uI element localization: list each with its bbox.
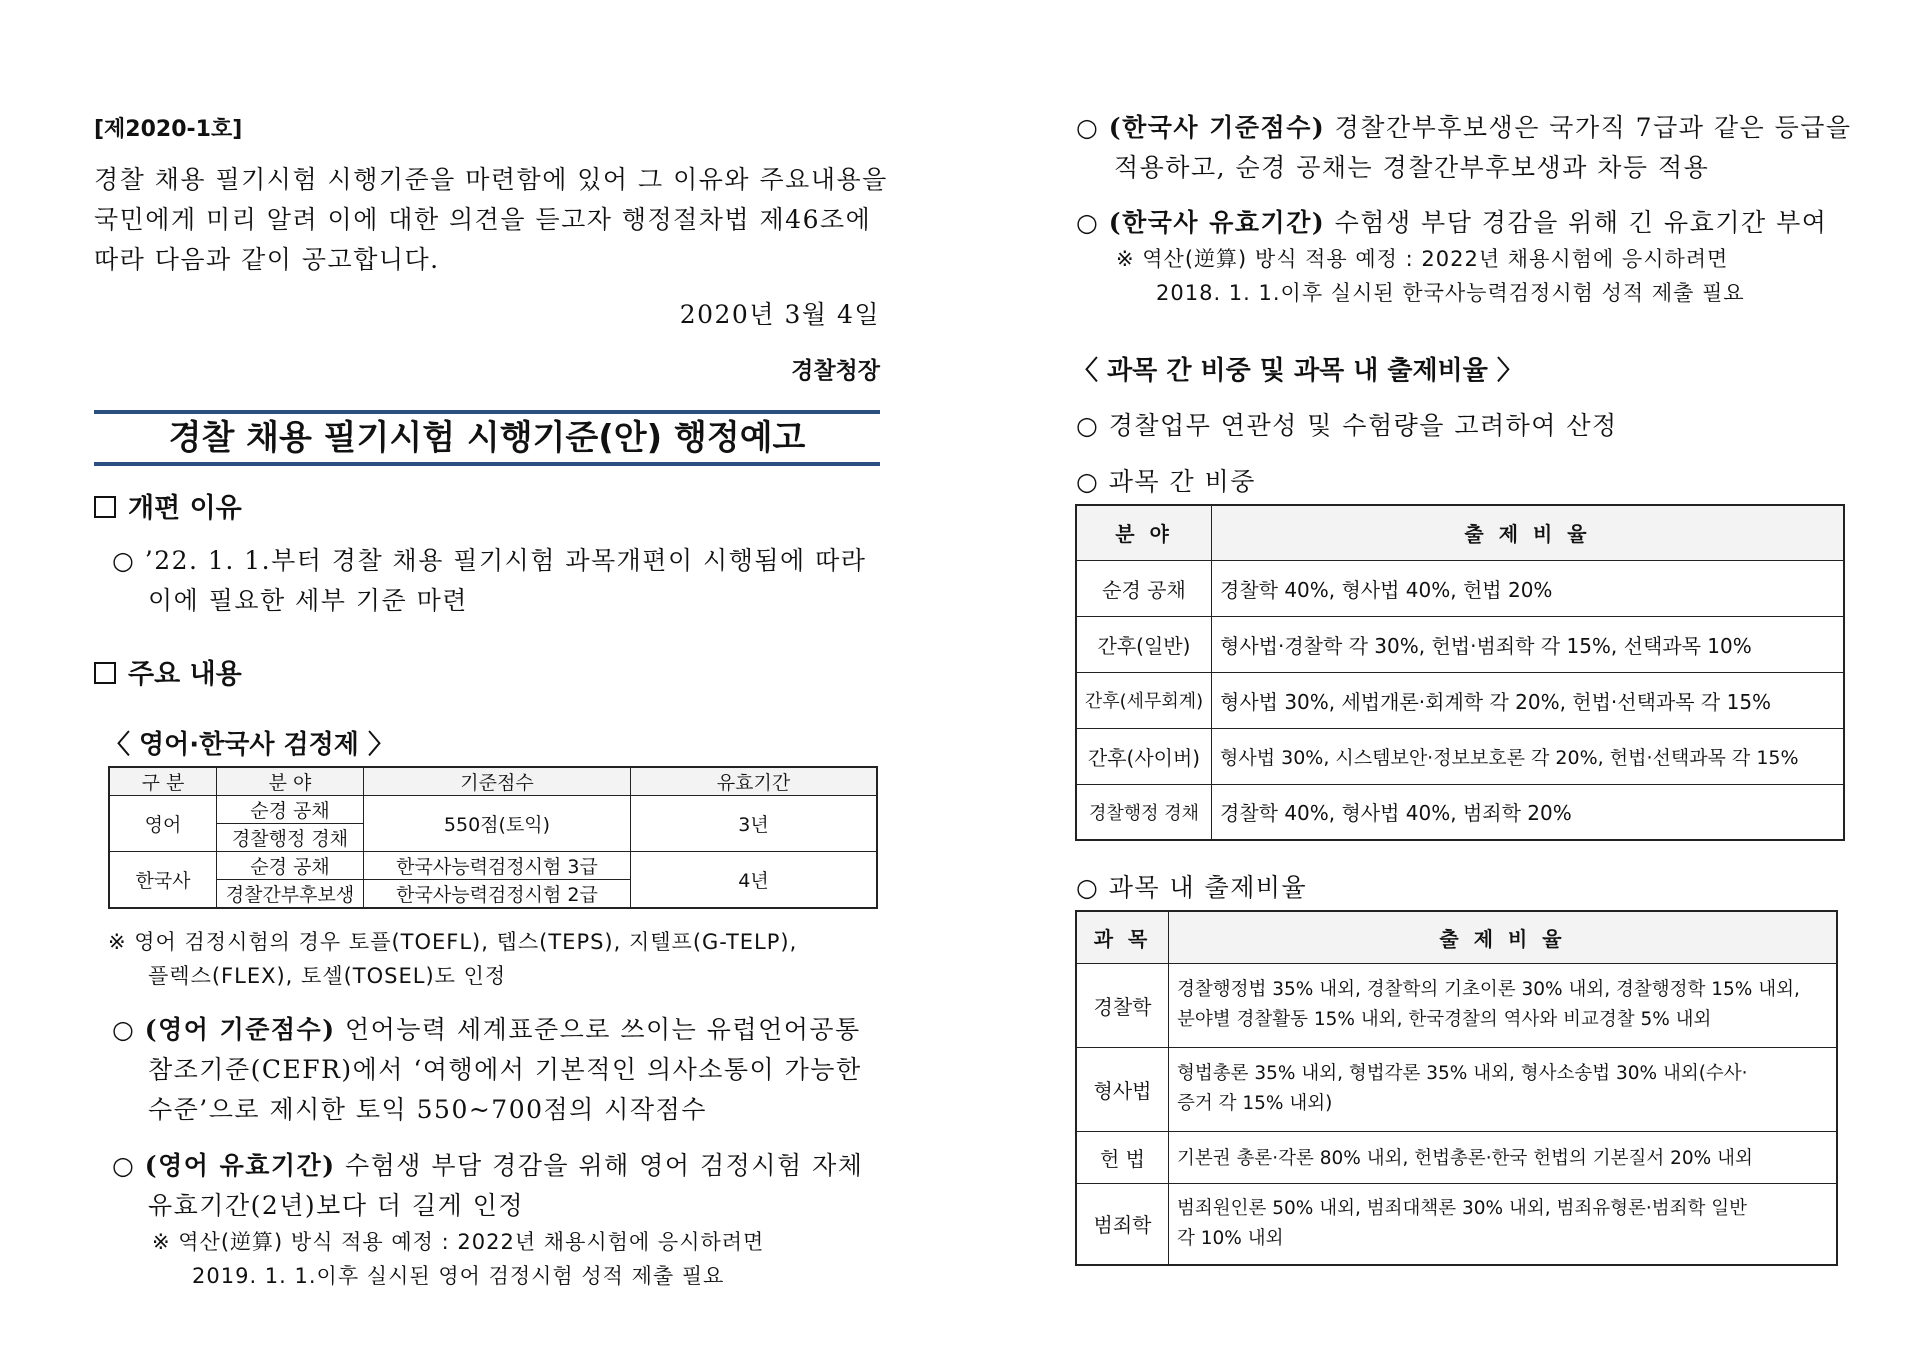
table-cell-field: 경찰간부후보생 xyxy=(217,880,364,909)
table-cell-subject: 범죄학 xyxy=(1076,1183,1169,1265)
section-heading-content: 주요 내용 xyxy=(94,652,242,691)
table-cell-field: 간후(일반) xyxy=(1076,616,1212,672)
table-cell-ratio: 경찰행정법 35% 내외, 경찰학의 기초이론 30% 내외, 경찰행정학 15% 내외, 분야별 경찰활동 15% 내외, 한국경찰의 역사와 비교경찰 5% 내외 xyxy=(1169,963,1838,1047)
table-cell-ratio: 기본권 총론·각론 80% 내외, 헌법총론·한국 헌법의 기본질서 20% 내외 xyxy=(1169,1131,1838,1183)
table-cell-period: 3년 xyxy=(631,796,878,852)
notice-date: 2020년 3월 4일 xyxy=(679,300,880,329)
table-cell-subject: 경찰학 xyxy=(1076,963,1169,1047)
notice-number: [제2020-1호] xyxy=(94,117,243,142)
table-header: 분 야 xyxy=(1076,505,1212,560)
page-title xyxy=(94,410,880,466)
table-cell-group: 영어 xyxy=(109,796,217,852)
table-header: 출 제 비 율 xyxy=(1169,911,1838,963)
checkbox-square-icon xyxy=(94,662,116,684)
english-score-line-3: 수준’으로 제시한 토익 550~700점의 시작점수 xyxy=(148,1095,707,1124)
khist-period-line-1: ○ (한국사 유효기간) 수험생 부담 경감을 위해 긴 유효기간 부여 xyxy=(1076,208,1828,237)
table-cell-ratio: 경찰학 40%, 형사법 40%, 범죄학 20% xyxy=(1212,784,1845,840)
table-cell-field: 순경 공채 xyxy=(1076,560,1212,616)
khist-score-line-1: ○ (한국사 기준점수) 경찰간부후보생은 국가직 7급과 같은 등급을 xyxy=(1076,113,1852,142)
bullet-within-subjects: ○ 과목 내 출제비율 xyxy=(1076,873,1308,902)
table-cell-ratio: 형사법 30%, 세법개론·회계학 각 20%, 헌법·선택과목 각 15% xyxy=(1212,672,1845,728)
table-cell-score: 한국사능력검정시험 2급 xyxy=(364,880,631,909)
table-cell-ratio: 형사법 30%, 시스템보안·정보보호론 각 20%, 헌법·선택과목 각 15% xyxy=(1212,728,1845,784)
english-period-note-2: 2019. 1. 1.이후 실시된 영어 검정시험 성적 제출 필요 xyxy=(192,1264,725,1288)
intro-line-3: 따라 다음과 같이 공고합니다. xyxy=(94,245,440,274)
table-cell-subject: 형사법 xyxy=(1076,1047,1169,1131)
table-cell-ratio: 범죄원인론 50% 내외, 범죄대책론 30% 내외, 범죄유형론·범죄학 일반 각 10% 내외 xyxy=(1169,1183,1838,1265)
table-cell-score: 550점(토익) xyxy=(364,796,631,852)
table-cell-ratio: 형사법·경찰학 각 30%, 헌법·범죄학 각 15%, 선택과목 10% xyxy=(1212,616,1845,672)
table-cell-ratio: 경찰학 40%, 형사법 40%, 헌법 20% xyxy=(1212,560,1845,616)
table-cell-group: 한국사 xyxy=(109,852,217,909)
table-cell-score: 한국사능력검정시험 3급 xyxy=(364,852,631,880)
table-header: 구 분 xyxy=(109,767,217,796)
page-title-text: 경찰 채용 필기시험 시행기준(안) 행정예고 xyxy=(168,418,806,458)
english-score-line-2: 참조기준(CEFR)에서 ‘여행에서 기본적인 의사소통이 가능한 xyxy=(148,1055,862,1084)
reason-bullet-line-2: 이에 필요한 세부 기준 마련 xyxy=(148,586,468,615)
bullet-basis: ○ 경찰업무 연관성 및 수험량을 고려하여 산정 xyxy=(1076,411,1618,440)
table-cell-ratio: 형법총론 35% 내외, 형법각론 35% 내외, 형사소송법 30% 내외(수사· 증거 각 15% 내외) xyxy=(1169,1047,1838,1131)
bullet-between-subjects: ○ 과목 간 비중 xyxy=(1076,467,1256,496)
intro-line-1: 경찰 채용 필기시험 시행기준을 마련함에 있어 그 이유와 주요내용을 xyxy=(94,165,888,194)
table-cell-field: 간후(세무회계) xyxy=(1076,672,1212,728)
english-korean-history-table xyxy=(108,766,878,909)
table-cell-field: 경찰행정 경채 xyxy=(1076,784,1212,840)
subject-weight-table xyxy=(1075,504,1845,841)
table-header: 과 목 xyxy=(1076,911,1169,963)
english-period-line-1: ○ (영어 유효기간) 수험생 부담 경감을 위해 영어 검정시험 자체 xyxy=(112,1151,864,1180)
intro-line-2: 국민에게 미리 알려 이에 대한 의견을 듣고자 행정절차법 제46조에 xyxy=(94,205,872,234)
table-header: 분 야 xyxy=(217,767,364,796)
khist-score-line-2: 적용하고, 순경 공채는 경찰간부후보생과 차등 적용 xyxy=(1114,153,1710,182)
english-period-line-2: 유효기간(2년)보다 더 길게 인정 xyxy=(148,1191,525,1220)
table-cell-subject: 헌 법 xyxy=(1076,1131,1169,1183)
english-period-note-1: ※ 역산(逆算) 방식 적용 예정 : 2022년 채용시험에 응시하려면 xyxy=(152,1230,765,1254)
section-heading-reason: 개편 이유 xyxy=(94,486,242,525)
checkbox-square-icon xyxy=(94,496,116,518)
table-cell-period: 4년 xyxy=(631,852,878,909)
english-score-line-1: ○ (영어 기준점수) 언어능력 세계표준으로 쓰이는 유럽언어공통 xyxy=(112,1015,861,1044)
table-cell-field: 경찰행정 경채 xyxy=(217,824,364,852)
issuer: 경찰청장 xyxy=(791,358,880,384)
table-cell-field: 순경 공채 xyxy=(217,852,364,880)
table-cell-field: 순경 공채 xyxy=(217,796,364,824)
subheading-ratio: 〈 과목 간 비중 및 과목 내 출제비율 〉 xyxy=(1072,356,1523,386)
table-header: 기준점수 xyxy=(364,767,631,796)
khist-period-note-1: ※ 역산(逆算) 방식 적용 예정 : 2022년 채용시험에 응시하려면 xyxy=(1116,247,1729,271)
note-english-tests-line-1: ※ 영어 검정시험의 경우 토플(TOEFL), 텝스(TEPS), 지텔프(G-TELP), xyxy=(108,930,798,954)
note-english-tests-line-2: 플렉스(FLEX), 토셀(TOSEL)도 인정 xyxy=(148,964,507,988)
table-header: 출 제 비 율 xyxy=(1212,505,1845,560)
table-header: 유효기간 xyxy=(631,767,878,796)
subject-content-table xyxy=(1075,910,1838,1266)
table-cell-field: 간후(사이버) xyxy=(1076,728,1212,784)
subheading-exam-system: 〈 영어·한국사 검정제 〉 xyxy=(104,730,394,760)
reason-bullet-line-1: ○ ’22. 1. 1.부터 경찰 채용 필기시험 과목개편이 시행됨에 따라 xyxy=(112,546,867,575)
khist-period-note-2: 2018. 1. 1.이후 실시된 한국사능력검정시험 성적 제출 필요 xyxy=(1156,281,1745,305)
